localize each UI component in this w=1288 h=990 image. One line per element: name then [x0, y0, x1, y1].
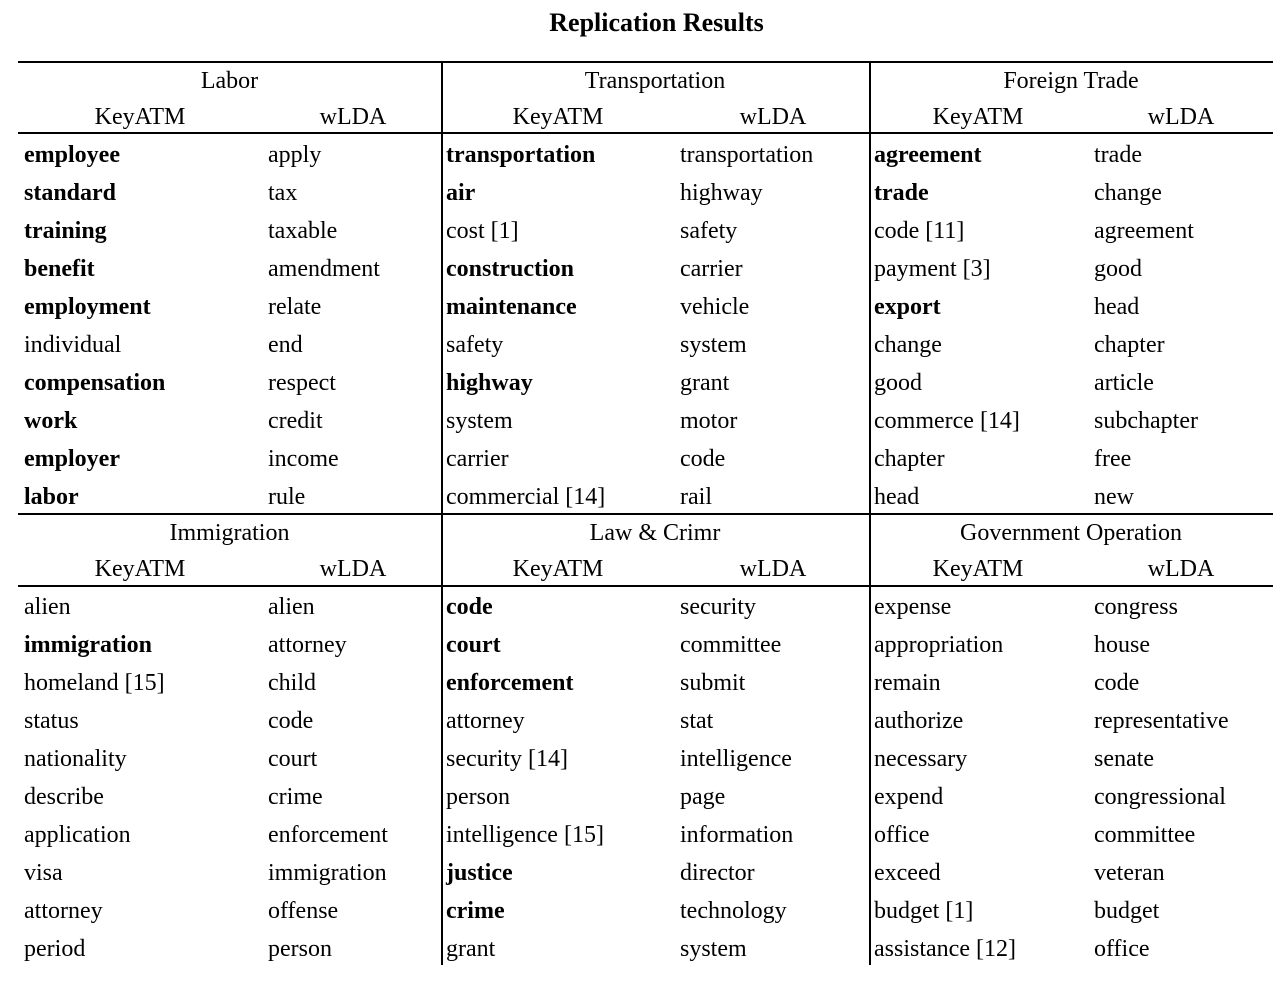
keyatm-term: person	[446, 784, 510, 810]
wlda-term: article	[1094, 370, 1154, 396]
keyatm-term: payment [3]	[874, 256, 991, 282]
keyatm-term: code	[446, 594, 493, 620]
wlda-term: amendment	[268, 256, 380, 282]
keyatm-term: authorize	[874, 708, 964, 734]
wlda-term: crime	[268, 784, 323, 810]
keyatm-term: expense	[874, 594, 952, 620]
wlda-term: apply	[268, 142, 322, 168]
wlda-term: grant	[680, 370, 730, 396]
wlda-term: vehicle	[680, 294, 750, 320]
wlda-term: code	[680, 446, 726, 472]
keyatm-column-header: KeyATM	[932, 104, 1024, 130]
wlda-term: offense	[268, 898, 339, 924]
keyatm-column-header: KeyATM	[94, 556, 186, 582]
wlda-term: code	[1094, 670, 1140, 696]
keyatm-term: budget [1]	[874, 898, 974, 924]
wlda-term: submit	[680, 670, 746, 696]
keyatm-term: code [11]	[874, 218, 965, 244]
wlda-term: technology	[680, 898, 787, 924]
keyatm-term: compensation	[24, 370, 166, 396]
wlda-term: senate	[1094, 746, 1154, 772]
topic-header: Immigration	[169, 520, 290, 546]
keyatm-column-header: KeyATM	[512, 556, 604, 582]
table-rule	[18, 132, 1273, 134]
keyatm-column-header: KeyATM	[94, 104, 186, 130]
keyatm-term: security [14]	[446, 746, 568, 772]
wlda-term: tax	[268, 180, 298, 206]
wlda-term: stat	[680, 708, 714, 734]
topic-header: Transportation	[584, 68, 726, 94]
wlda-term: respect	[268, 370, 336, 396]
topic-header: Law & Crimr	[589, 520, 721, 546]
wlda-term: credit	[268, 408, 323, 434]
wlda-term: chapter	[1094, 332, 1165, 358]
keyatm-term: labor	[24, 484, 79, 510]
keyatm-term: construction	[446, 256, 574, 282]
table-title: Replication Results	[549, 8, 764, 37]
table-rule	[18, 513, 1273, 515]
wlda-term: highway	[680, 180, 763, 206]
keyatm-column-header: KeyATM	[932, 556, 1024, 582]
keyatm-term: justice	[446, 860, 513, 886]
table-rule	[18, 61, 1273, 63]
keyatm-term: good	[874, 370, 922, 396]
keyatm-term: visa	[24, 860, 63, 886]
wlda-term: good	[1094, 256, 1142, 282]
topic-header: Government Operation	[960, 520, 1182, 546]
wlda-term: transportation	[680, 142, 814, 168]
keyatm-term: application	[24, 822, 131, 848]
wlda-term: security	[680, 594, 756, 620]
wlda-term: alien	[268, 594, 315, 620]
keyatm-term: commerce [14]	[874, 408, 1020, 434]
keyatm-term: benefit	[24, 256, 95, 282]
wlda-term: relate	[268, 294, 322, 320]
wlda-term: new	[1094, 484, 1134, 510]
wlda-term: congressional	[1094, 784, 1226, 810]
keyatm-term: commercial [14]	[446, 484, 606, 510]
topic-header: Labor	[200, 68, 259, 94]
keyatm-term: agreement	[874, 142, 982, 168]
wlda-term: budget	[1094, 898, 1160, 924]
keyatm-term: expend	[874, 784, 944, 810]
wlda-term: child	[268, 670, 316, 696]
wlda-term: safety	[680, 218, 738, 244]
wlda-column-header: wLDA	[319, 556, 387, 582]
wlda-term: rule	[268, 484, 306, 510]
wlda-term: intelligence	[680, 746, 792, 772]
column-divider	[869, 61, 871, 965]
keyatm-term: exceed	[874, 860, 941, 886]
wlda-term: taxable	[268, 218, 338, 244]
keyatm-term: standard	[24, 180, 117, 206]
keyatm-term: employer	[24, 446, 120, 472]
wlda-term: information	[680, 822, 794, 848]
keyatm-term: assistance [12]	[874, 936, 1016, 962]
wlda-column-header: wLDA	[319, 104, 387, 130]
wlda-term: page	[680, 784, 726, 810]
keyatm-term: employee	[24, 142, 120, 168]
keyatm-term: transportation	[446, 142, 596, 168]
wlda-term: carrier	[680, 256, 743, 282]
keyatm-term: highway	[446, 370, 533, 396]
wlda-term: office	[1094, 936, 1150, 962]
wlda-term: code	[268, 708, 314, 734]
keyatm-term: system	[446, 408, 513, 434]
keyatm-term: period	[24, 936, 86, 962]
keyatm-term: individual	[24, 332, 122, 358]
keyatm-term: intelligence [15]	[446, 822, 604, 848]
wlda-term: committee	[1094, 822, 1196, 848]
wlda-term: motor	[680, 408, 738, 434]
keyatm-term: homeland [15]	[24, 670, 165, 696]
keyatm-term: work	[24, 408, 78, 434]
keyatm-term: alien	[24, 594, 71, 620]
wlda-term: income	[268, 446, 339, 472]
keyatm-term: training	[24, 218, 107, 244]
wlda-term: free	[1094, 446, 1132, 472]
wlda-term: representative	[1094, 708, 1229, 734]
keyatm-term: head	[874, 484, 920, 510]
keyatm-term: change	[874, 332, 942, 358]
keyatm-term: cost [1]	[446, 218, 519, 244]
keyatm-term: nationality	[24, 746, 127, 772]
wlda-term: immigration	[268, 860, 387, 886]
keyatm-term: attorney	[446, 708, 525, 734]
keyatm-term: employment	[24, 294, 151, 320]
keyatm-term: trade	[874, 180, 929, 206]
wlda-term: agreement	[1094, 218, 1194, 244]
keyatm-term: carrier	[446, 446, 509, 472]
keyatm-term: air	[446, 180, 476, 206]
keyatm-term: grant	[446, 936, 496, 962]
column-divider	[441, 61, 443, 965]
wlda-term: enforcement	[268, 822, 388, 848]
keyatm-term: maintenance	[446, 294, 577, 320]
wlda-term: court	[268, 746, 318, 772]
wlda-term: system	[680, 332, 747, 358]
wlda-term: system	[680, 936, 747, 962]
keyatm-term: chapter	[874, 446, 945, 472]
wlda-term: subchapter	[1094, 408, 1198, 434]
keyatm-term: attorney	[24, 898, 103, 924]
keyatm-term: export	[874, 294, 941, 320]
keyatm-term: safety	[446, 332, 504, 358]
wlda-term: veteran	[1094, 860, 1165, 886]
wlda-term: director	[680, 860, 755, 886]
wlda-term: attorney	[268, 632, 347, 658]
table-rule	[18, 585, 1273, 587]
keyatm-column-header: KeyATM	[512, 104, 604, 130]
keyatm-term: remain	[874, 670, 941, 696]
wlda-term: rail	[680, 484, 712, 510]
wlda-column-header: wLDA	[1147, 104, 1215, 130]
wlda-term: committee	[680, 632, 782, 658]
wlda-term: house	[1094, 632, 1150, 658]
keyatm-term: immigration	[24, 632, 152, 658]
wlda-term: trade	[1094, 142, 1142, 168]
wlda-column-header: wLDA	[739, 556, 807, 582]
keyatm-term: necessary	[874, 746, 968, 772]
wlda-term: congress	[1094, 594, 1178, 620]
keyatm-term: appropriation	[874, 632, 1004, 658]
wlda-term: change	[1094, 180, 1162, 206]
wlda-column-header: wLDA	[1147, 556, 1215, 582]
wlda-term: person	[268, 936, 332, 962]
wlda-column-header: wLDA	[739, 104, 807, 130]
topic-header: Foreign Trade	[1003, 68, 1139, 94]
keyatm-term: status	[24, 708, 79, 734]
keyatm-term: court	[446, 632, 501, 658]
keyatm-term: office	[874, 822, 930, 848]
keyatm-term: crime	[446, 898, 505, 924]
keyatm-term: describe	[24, 784, 104, 810]
wlda-term: head	[1094, 294, 1140, 320]
keyatm-term: enforcement	[446, 670, 574, 696]
wlda-term: end	[268, 332, 303, 358]
